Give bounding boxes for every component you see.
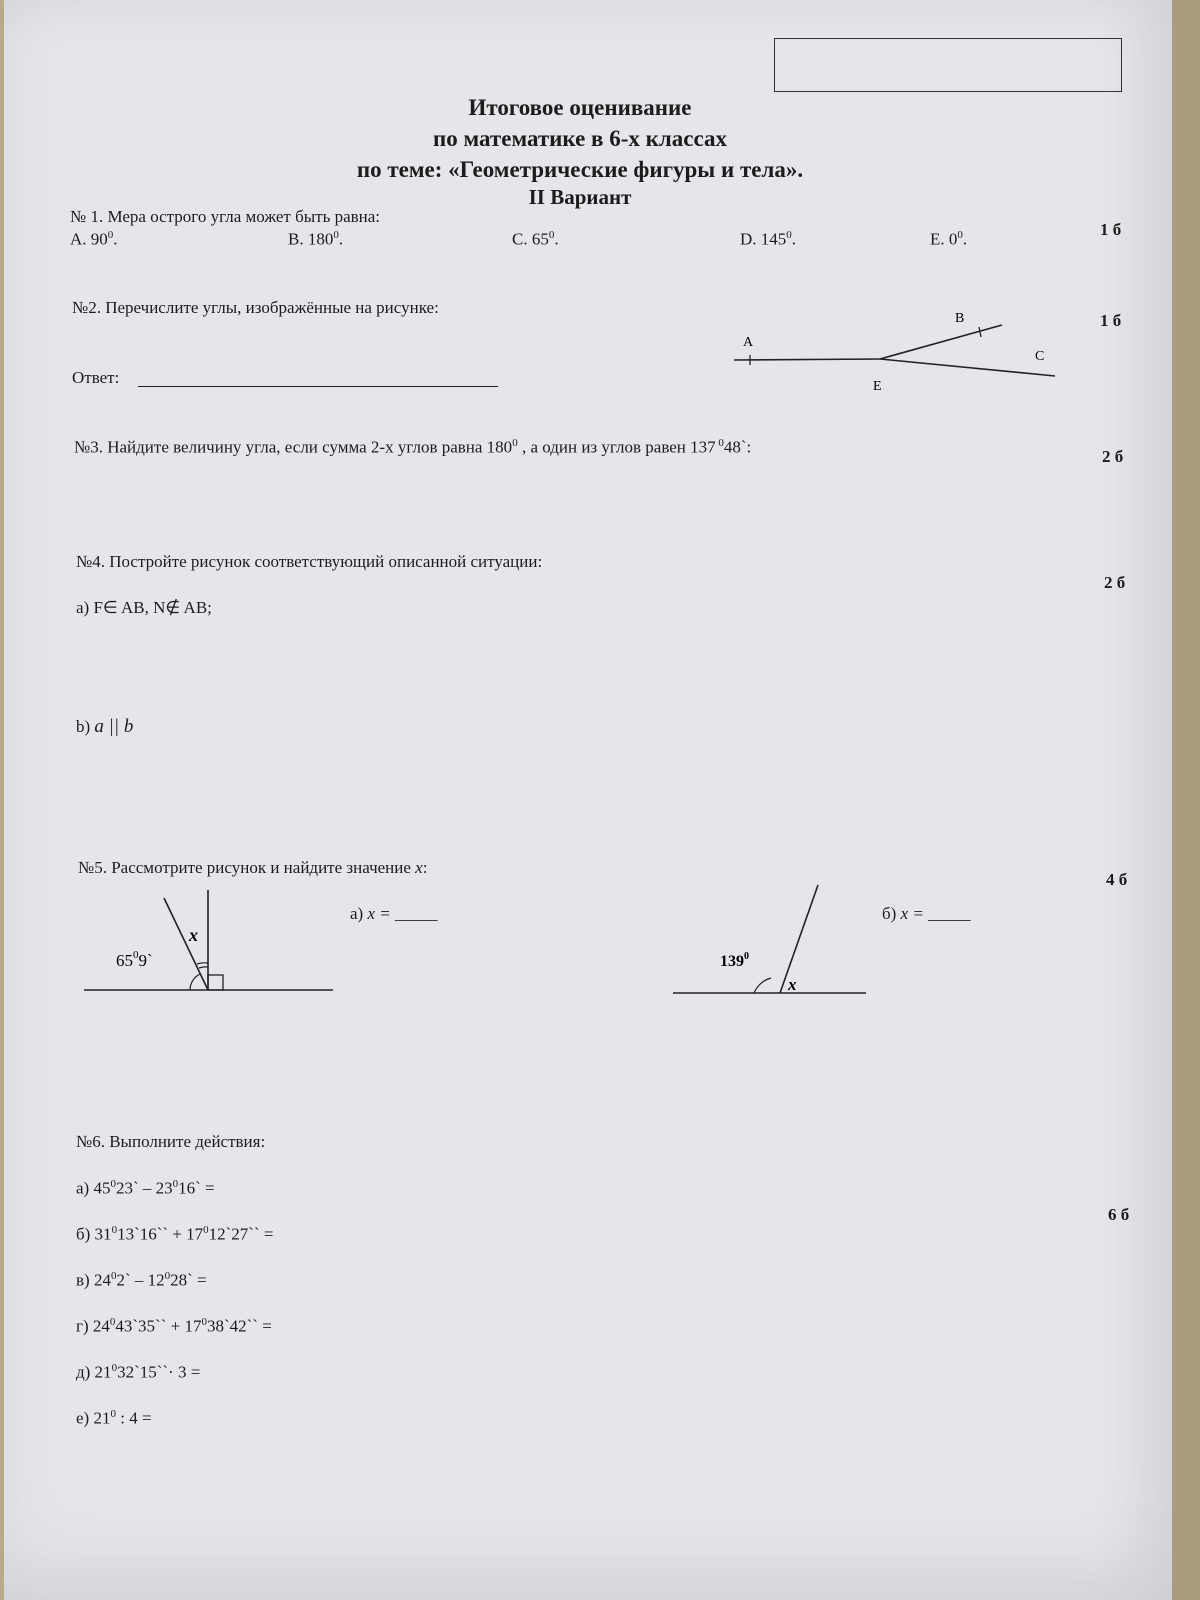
q1-option-d: D. $145^0$. [740, 229, 797, 249]
q6-item-c: в) $24^02`$ – $12^028`$ = [76, 1270, 207, 1290]
svg-text:1390: $139^0$ [720, 951, 749, 970]
q6-item-f: е) $21^0$ : 4 = [76, 1408, 152, 1428]
fig1-angle: 65 [116, 951, 133, 970]
q6-item-a: а) $45^023`$ – $23^016`$ = [76, 1178, 215, 1198]
q4-points: 2 б [1104, 573, 1126, 592]
q1-option-e: E. $0^0$. [930, 229, 968, 249]
q5-points: 4 б [1106, 870, 1128, 889]
title-line3: по теме: «Геометрические фигуры и тела». [356, 157, 804, 182]
label-b: B [955, 311, 965, 326]
q1-points: 1 б [1100, 220, 1122, 239]
q4-item-a: a) F∈ AB, N∉ AB; [76, 598, 212, 617]
q6-text: №6. Выполните действия: [76, 1132, 266, 1151]
q5-answer-b[interactable]: б) x = _____ [882, 904, 971, 923]
q4-item-b: b) a || b [76, 716, 134, 737]
q2-points: 1 б [1100, 311, 1122, 330]
title-line1: Итоговое оценивание [468, 95, 692, 120]
q5-answer-a[interactable]: а) x = _____ [350, 904, 438, 923]
svg-text:6509`: $65^09`$ [116, 949, 153, 970]
q1-option-c: C. $65^0$. [512, 229, 559, 249]
label-c: C [1035, 349, 1045, 364]
q1-option-a: A. $90^0$. [70, 229, 118, 249]
q3-points: 2 б [1102, 447, 1124, 466]
title-line2: по математике в 6-х классах [433, 126, 727, 151]
q5-text: №5. Рассмотрите рисунок и найдите значение x: [78, 858, 428, 877]
q6-item-d: г) $24^043`35``$ + $17^038`42``$ = [76, 1316, 272, 1336]
label-e: E [873, 379, 882, 394]
fig1-var: x [189, 925, 198, 945]
fig2-var: x [788, 975, 797, 994]
q1-option-b: B. $180^0$. [288, 229, 344, 249]
q1-text: № 1. Мера острого угла может быть равна: [70, 207, 381, 226]
q6-points: 6 б [1108, 1205, 1130, 1224]
variant: II Вариант [528, 185, 632, 209]
q2-text: №2. Перечислите углы, изображённые на рисунке: [72, 298, 439, 317]
q2-answer-label: Ответ: [72, 368, 120, 387]
q6-item-b: б) $31^013`16``$ + $17^012`27``$ = [76, 1224, 274, 1244]
label-a: A [743, 335, 754, 350]
q4-text: №4. Постройте рисунок соответствующий описанной ситуации: [76, 552, 543, 571]
q6-item-e: д) $21^032`15``\cdot 3$ = [76, 1362, 201, 1382]
q3-text: №3. Найдите величину угла, если сумма 2-х углов равна $180^0$ , а один из углов равен 137 $^0$48`: [74, 437, 752, 457]
fig2-angle: 139 [720, 953, 744, 970]
